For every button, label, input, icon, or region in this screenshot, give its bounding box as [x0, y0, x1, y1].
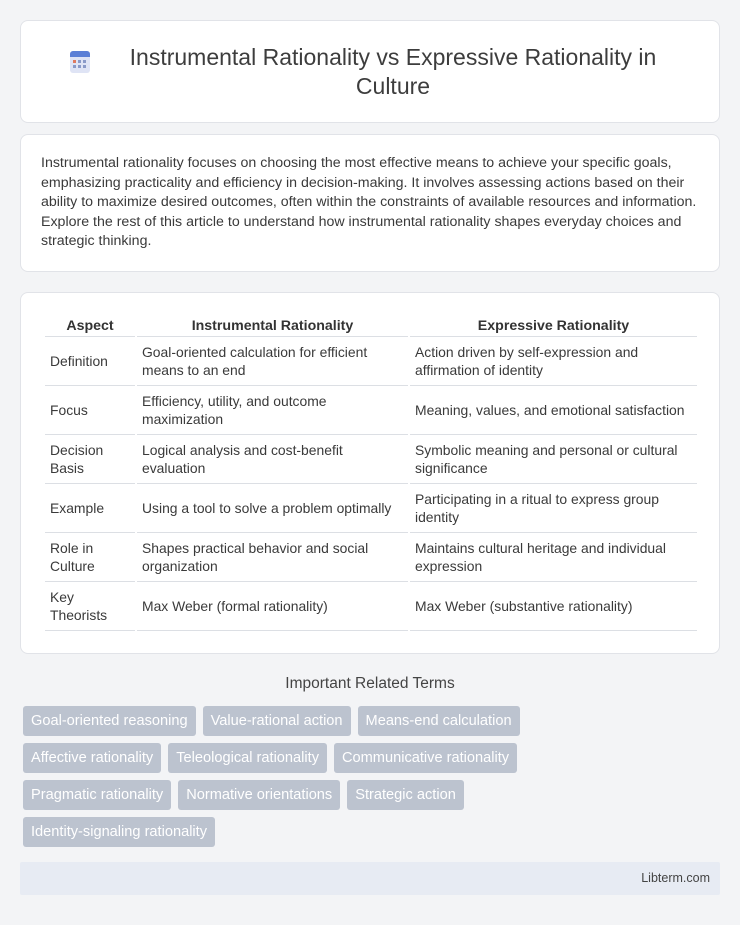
row-expressive: Participating in a ritual to express group identity — [410, 484, 697, 533]
related-terms-list — [23, 706, 583, 854]
related-term-tag[interactable]: Goal-oriented reasoning — [23, 706, 196, 736]
row-aspect: Focus — [45, 386, 135, 435]
page-title: Instrumental Rationality vs Expressive Rationality in Culture — [129, 43, 657, 99]
row-expressive: Max Weber (substantive rationality) — [410, 582, 697, 631]
row-instrumental: Efficiency, utility, and outcome maximization — [137, 386, 408, 435]
table-row — [45, 435, 697, 484]
footer — [20, 862, 720, 895]
row-aspect: Role in Culture — [45, 533, 135, 582]
comparison-table-card — [20, 292, 720, 654]
document-icon — [67, 49, 93, 75]
related-terms-heading: Important Related Terms — [285, 675, 455, 692]
table-row — [45, 337, 697, 386]
table-row — [45, 582, 697, 631]
row-aspect: Definition — [45, 337, 135, 386]
row-instrumental: Using a tool to solve a problem optimally — [137, 484, 408, 533]
related-term-tag[interactable]: Pragmatic rationality — [23, 780, 171, 810]
related-term-tag[interactable]: Value-rational action — [203, 706, 351, 736]
intro-paragraph: Instrumental rationality focuses on choosing the most effective means to achieve your specific goals, emphasizing practicality and efficiency in decision-making. It involves assessing actions based on their ability to maximize desired outcomes, often within the constraints of available resources and information. Explore the rest of this article to understand how instrumental rationality shapes everyday choices and strategic thinking. — [41, 155, 697, 250]
related-term-tag[interactable]: Means-end calculation — [358, 706, 520, 736]
related-term-tag[interactable]: Normative orientations — [178, 780, 340, 810]
row-expressive: Symbolic meaning and personal or cultural significance — [410, 435, 697, 484]
row-aspect: Decision Basis — [45, 435, 135, 484]
row-aspect: Key Theorists — [45, 582, 135, 631]
table-header-row — [45, 315, 697, 337]
row-instrumental: Max Weber (formal rationality) — [137, 582, 408, 631]
header-aspect: Aspect — [45, 315, 135, 337]
comparison-table — [43, 315, 699, 631]
intro-card — [20, 134, 720, 272]
row-expressive: Maintains cultural heritage and individual expression — [410, 533, 697, 582]
table-row — [45, 484, 697, 533]
title-card — [20, 20, 720, 123]
header-expressive: Expressive Rationality — [410, 315, 697, 337]
row-instrumental: Shapes practical behavior and social organization — [137, 533, 408, 582]
header-instrumental: Instrumental Rationality — [137, 315, 408, 337]
footer-site-link[interactable]: Libterm.com — [641, 871, 710, 885]
related-term-tag[interactable]: Communicative rationality — [334, 743, 517, 773]
row-instrumental: Goal-oriented calculation for efficient means to an end — [137, 337, 408, 386]
row-aspect: Example — [45, 484, 135, 533]
table-row — [45, 533, 697, 582]
related-term-tag[interactable]: Teleological rationality — [168, 743, 327, 773]
row-expressive: Meaning, values, and emotional satisfaction — [410, 386, 697, 435]
table-row — [45, 386, 697, 435]
related-term-tag[interactable]: Affective rationality — [23, 743, 161, 773]
related-term-tag[interactable]: Identity-signaling rationality — [23, 817, 215, 847]
row-expressive: Action driven by self-expression and affirmation of identity — [410, 337, 697, 386]
row-instrumental: Logical analysis and cost-benefit evaluation — [137, 435, 408, 484]
related-term-tag[interactable]: Strategic action — [347, 780, 464, 810]
